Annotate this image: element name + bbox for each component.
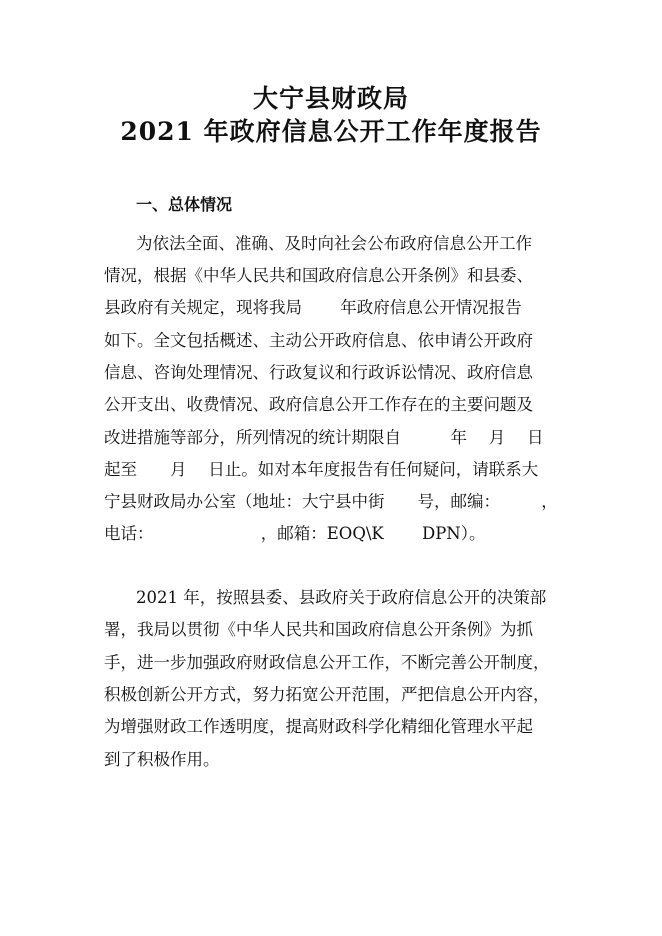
section-heading: 一、总体情况 bbox=[136, 195, 233, 214]
paragraph-line: 起至 月 日止。如对本年度报告有任何疑问，请联系大 bbox=[104, 460, 539, 479]
paragraph-line: 署，我局以贯彻《中华人民共和国政府信息公开条例》为抓 bbox=[104, 620, 533, 639]
paragraph-line: 如下。全文包括概述、主动公开政府信息、依申请公开政府 bbox=[104, 331, 533, 350]
paragraph-line: 改进措施等部分，所列情况的统计期限自 年 月 日 bbox=[104, 428, 544, 447]
paragraph-line: 手，进一步加强政府财政信息公开工作，不断完善公开制度， bbox=[104, 653, 550, 672]
paragraph-line: 宁县财政局办公室（地址：大宁县中街 号，邮编： ， bbox=[104, 492, 558, 511]
paragraph-line: 积极创新公开方式，努力拓宽公开范围，严把信息公开内容， bbox=[104, 685, 550, 704]
report-title-main: 2021 年政府信息公开工作年度报告 bbox=[120, 117, 542, 146]
paragraph-line: 电话： ，邮箱：EOQ\K DPN）。 bbox=[104, 524, 486, 543]
paragraph-line: 到了积极作用。 bbox=[104, 750, 220, 769]
paragraph-line: 情况，根据《中华人民共和国政府信息公开条例》和县委、 bbox=[104, 266, 533, 285]
paragraph-line: 为依法全面、准确、及时向社会公布政府信息公开工作 bbox=[136, 234, 532, 253]
paragraph-line: 县政府有关规定，现将我局 年政府信息公开情况报告 bbox=[104, 298, 522, 317]
report-title-org: 大宁县财政局 bbox=[252, 84, 409, 113]
paragraph-line: 为增强财政工作透明度，提高财政科学化精细化管理水平起 bbox=[104, 717, 533, 736]
paragraph-line: 公开支出、收费情况、政府信息公开工作存在的主要问题及 bbox=[104, 395, 533, 414]
paragraph-line: 2021 年，按照县委、县政府关于政府信息公开的决策部 bbox=[136, 588, 547, 607]
paragraph-line: 信息、咨询处理情况、行政复议和行政诉讼情况、政府信息 bbox=[104, 363, 533, 382]
